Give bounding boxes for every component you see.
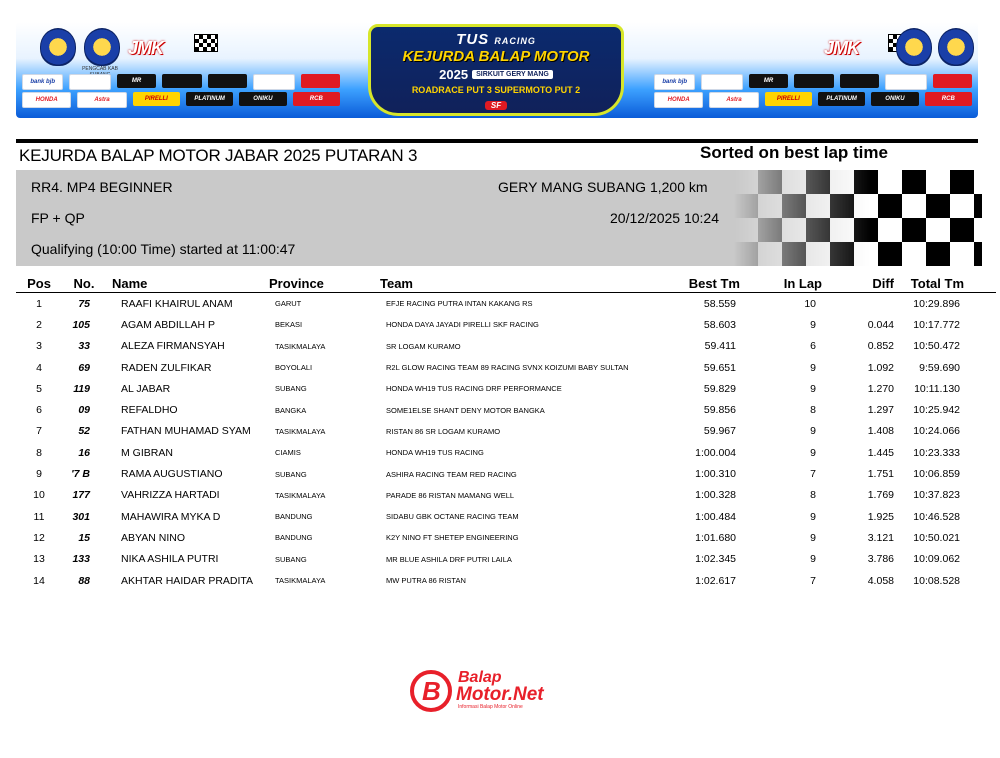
badge-year: 2025 [439, 67, 469, 82]
table-row [16, 442, 996, 463]
sponsor-logo: Astra [709, 92, 758, 108]
cell-name: AGAM ABDILLAH P [121, 318, 215, 331]
badge-circuit: SIRKUIT GERY MANG [472, 70, 553, 79]
cell-number: 52 [78, 425, 90, 438]
cell-best-time: 1:02.345 [695, 553, 736, 566]
checkered-flag-pattern [734, 170, 982, 266]
cell-best-time: 59.651 [703, 361, 736, 374]
sponsor-logo [840, 74, 879, 88]
watermark-line2: Motor.Net [456, 684, 544, 705]
kejurda-badge [368, 24, 624, 116]
cell-total-time: 10:46.528 [913, 510, 960, 523]
cell-best-time: 1:00.310 [695, 468, 736, 481]
cell-team: HONDA DAYA JAYADI PIRELLI SKF RACING [386, 320, 539, 330]
table-row [16, 314, 996, 335]
cell-pos: 4 [36, 361, 42, 374]
cell-pos: 14 [33, 574, 45, 587]
cell-team: SR LOGAM KURAMO [386, 341, 461, 351]
cell-pos: 13 [33, 553, 45, 566]
cell-team: SOME1ELSE SHANT DENY MOTOR BANGKA [386, 405, 545, 415]
table-row [16, 527, 996, 548]
cell-name: ALEZA FIRMANSYAH [121, 340, 225, 353]
cell-total-time: 10:23.333 [913, 446, 960, 459]
sponsor-logo [162, 74, 201, 88]
results-table [16, 274, 996, 591]
cell-province: SUBANG [275, 554, 307, 564]
sponsor-logo: HONDA [22, 92, 71, 108]
cell-best-time: 59.967 [703, 425, 736, 438]
cell-in-lap: 8 [810, 404, 816, 417]
col-team: Team [372, 274, 686, 293]
table-row [16, 549, 996, 570]
cell-total-time: 10:29.896 [913, 297, 960, 310]
table-row [16, 357, 996, 378]
cell-number: 105 [72, 318, 90, 331]
cell-name: M GIBRAN [121, 446, 173, 459]
cell-total-time: 10:25.942 [913, 404, 960, 417]
cell-name: NIKA ASHILA PUTRI [121, 553, 219, 566]
cell-name: RAAFI KHAIRUL ANAM [121, 297, 233, 310]
cell-diff: 0.044 [867, 318, 894, 331]
cell-best-time: 1:00.484 [695, 510, 736, 523]
cell-diff [844, 293, 900, 315]
table-row [16, 570, 996, 591]
cell-province: SUBANG [275, 469, 307, 479]
cell-team: MW PUTRA 86 RISTAN [386, 576, 466, 585]
imi-crest-icon [40, 28, 76, 66]
sponsor-logo: ONIKU [871, 92, 918, 106]
cell-team: SIDABU GBK OCTANE RACING TEAM [386, 512, 519, 522]
cell-in-lap: 10 [804, 297, 816, 310]
event-banner [16, 22, 978, 118]
cell-pos: 5 [36, 382, 42, 395]
col-province: Province [267, 274, 372, 293]
cell-diff: 1.092 [867, 361, 894, 374]
cell-best-time: 59.829 [703, 382, 736, 395]
cell-in-lap: 7 [810, 468, 816, 481]
cell-in-lap: 9 [810, 510, 816, 523]
cell-total-time: 10:50.472 [913, 340, 960, 353]
imi-crest-icon [938, 28, 974, 66]
cell-in-lap: 6 [810, 340, 816, 353]
cell-total-time: 10:50.021 [913, 531, 960, 544]
sponsor-logo: bank bjb [22, 74, 63, 90]
cell-province: TASIKMALAYA [275, 341, 326, 351]
cell-team: ASHIRA RACING TEAM RED RACING [386, 469, 517, 479]
cell-name: MAHAWIRA MYKA D [121, 510, 221, 523]
cell-in-lap: 9 [810, 361, 816, 374]
cell-in-lap: 8 [810, 489, 816, 502]
cell-province: BEKASI [275, 320, 303, 330]
cell-province: BANDUNG [275, 512, 313, 522]
cell-province: SUBANG [275, 384, 307, 394]
cell-team: MR BLUE ASHILA DRF PUTRI LAILA [386, 554, 512, 564]
cell-team: HONDA WH19 TUS RACING DRF PERFORMANCE [386, 384, 562, 394]
cell-number: 133 [72, 553, 90, 566]
cell-pos: 10 [33, 489, 45, 502]
cell-name: RAMA AUGUSTIANO [121, 468, 223, 481]
badge-sf-logo: SF [485, 101, 507, 110]
cell-province: GARUT [275, 299, 302, 309]
cell-best-time: 1:02.617 [695, 574, 736, 587]
cell-total-time: 10:11.130 [914, 382, 960, 395]
session-type: FP + QP [31, 210, 85, 226]
cell-in-lap: 9 [810, 425, 816, 438]
sponsor-row [22, 74, 340, 88]
cell-province: TASIKMALAYA [275, 490, 326, 500]
sponsor-logo [933, 74, 972, 88]
cell-diff: 1.445 [867, 446, 894, 459]
table-row [16, 336, 996, 357]
cell-number: 88 [78, 574, 90, 587]
col-total-time: Total Tm [900, 274, 996, 293]
cell-name: ABYAN NINO [121, 531, 185, 544]
cell-diff: 0.852 [867, 340, 894, 353]
cell-team: RISTAN 86 SR LOGAM KURAMO [386, 426, 501, 436]
badge-series: TUS [456, 31, 490, 48]
sponsor-row [654, 92, 972, 106]
sponsor-logo [208, 74, 247, 88]
cell-team: R2L GLOW RACING TEAM 89 RACING SVNX KOIZUMI BABY SULTAN [386, 363, 629, 373]
cell-total-time: 9:59.690 [919, 361, 960, 374]
cell-diff: 3.121 [867, 531, 894, 544]
badge-title: KEJURDA BALAP MOTOR [402, 48, 590, 65]
sponsor-logo: MR [749, 74, 788, 88]
cell-name: REFALDHO [121, 404, 178, 417]
cell-pos: 3 [36, 340, 42, 353]
cell-pos: 2 [36, 318, 42, 331]
sponsor-logo: ONIKU [239, 92, 286, 106]
cell-number: '7 B [71, 468, 90, 481]
cell-number: 33 [78, 340, 90, 353]
race-class: RR4. MP4 BEGINNER [31, 179, 173, 195]
cell-diff: 1.925 [867, 510, 894, 523]
cell-in-lap: 9 [810, 531, 816, 544]
cell-province: CIAMIS [275, 448, 301, 458]
jmk-logo: JMK [128, 38, 164, 58]
cell-total-time: 10:08.528 [913, 574, 960, 587]
cell-best-time: 1:01.680 [695, 531, 736, 544]
cell-diff: 1.297 [867, 404, 894, 417]
cell-pos: 12 [33, 531, 45, 544]
cell-name: FATHAN MUHAMAD SYAM [121, 425, 251, 438]
cell-in-lap: 9 [810, 382, 816, 395]
sponsor-logo: HONDA [654, 92, 703, 108]
jmk-logo: JMK [824, 38, 860, 58]
cell-pos: 11 [33, 510, 45, 523]
page-title: KEJURDA BALAP MOTOR JABAR 2025 PUTARAN 3 [19, 146, 418, 165]
banner-right-logos [648, 22, 978, 118]
cell-pos: 7 [36, 425, 42, 438]
cell-number: 301 [72, 510, 90, 523]
sponsor-logo [794, 74, 833, 88]
cell-in-lap: 9 [810, 553, 816, 566]
col-in-lap: In Lap [770, 274, 844, 293]
cell-total-time: 10:17.772 [913, 318, 960, 331]
sponsor-logo [69, 74, 110, 90]
cell-number: 177 [72, 489, 90, 502]
cell-best-time: 58.603 [703, 318, 736, 331]
session-info-panel [16, 170, 982, 266]
cell-name: AL JABAR [121, 382, 171, 395]
qualifying-info: Qualifying (10:00 Time) started at 11:00:47 [31, 241, 296, 257]
cell-diff: 4.058 [867, 574, 894, 587]
col-no: No. [62, 274, 110, 293]
cell-name: AKHTAR HAIDAR PRADITA [121, 574, 254, 587]
cell-province: TASIKMALAYA [275, 576, 326, 585]
table-row [16, 506, 996, 527]
cell-name: RADEN ZULFIKAR [121, 361, 212, 374]
sponsor-logo [301, 74, 340, 88]
table-row [16, 293, 996, 315]
cell-in-lap: 7 [810, 574, 816, 587]
cell-total-time: 10:37.823 [913, 489, 960, 502]
cell-pos: 6 [36, 404, 42, 417]
sponsor-logo: Astra [77, 92, 126, 108]
cell-province: BANGKA [275, 405, 307, 415]
cell-diff: 3.786 [867, 553, 894, 566]
cell-number: 09 [78, 404, 90, 417]
col-best-time: Best Tm [686, 274, 770, 293]
imi-crest-icon [84, 28, 120, 66]
balapmotor-watermark [408, 668, 578, 714]
cell-team: K2Y NINO FT SHETEP ENGINEERING [386, 533, 519, 543]
watermark-line1: Balap [458, 669, 502, 686]
banner-left-logos [16, 22, 346, 118]
session-datetime: 20/12/2025 10:24 [610, 210, 719, 226]
cell-total-time: 10:24.066 [913, 425, 960, 438]
col-pos: Pos [16, 274, 62, 293]
sponsor-logo: PLATINUM [818, 92, 865, 106]
sponsor-logo [701, 74, 742, 90]
balapmotor-logo-icon: B [410, 670, 452, 712]
cell-name: VAHRIZZA HARTADI [121, 489, 220, 502]
sponsor-logo [885, 74, 926, 90]
checkered-flag-icon [194, 34, 218, 52]
sort-label: Sorted on best lap time [700, 143, 888, 162]
badge-series-suffix: RACING [494, 36, 536, 46]
sponsor-logo: MR [117, 74, 156, 88]
cell-number: 119 [73, 382, 90, 395]
cell-best-time: 58.559 [703, 297, 736, 310]
venue: GERY MANG SUBANG 1,200 km [498, 179, 708, 195]
sponsor-row [654, 74, 972, 88]
sponsor-logo: PLATINUM [186, 92, 233, 106]
cell-best-time: 59.411 [704, 340, 736, 353]
sponsor-logo [253, 74, 294, 90]
cell-diff: 1.751 [867, 468, 894, 481]
col-name: Name [110, 274, 267, 293]
cell-pos: 9 [36, 468, 42, 481]
table-row [16, 399, 996, 420]
cell-diff: 1.270 [867, 382, 894, 395]
cell-number: 15 [78, 531, 90, 544]
cell-team: PARADE 86 RISTAN MAMANG WELL [386, 490, 515, 500]
sponsor-row [22, 92, 340, 106]
badge-rounds: ROADRACE PUT 3 SUPERMOTO PUT 2 [411, 85, 581, 95]
cell-diff: 1.408 [867, 425, 894, 438]
cell-total-time: 10:06.859 [913, 468, 960, 481]
table-row [16, 485, 996, 506]
cell-province: TASIKMALAYA [275, 426, 326, 436]
cell-number: 75 [78, 297, 90, 310]
sponsor-logo: PIRELLI [765, 92, 812, 106]
cell-number: 69 [78, 361, 90, 374]
table-row [16, 421, 996, 442]
cell-in-lap: 9 [810, 446, 816, 459]
sponsor-logo: bank bjb [654, 74, 695, 90]
cell-pos: 8 [36, 446, 42, 459]
sponsor-logo: RCB [925, 92, 972, 106]
table-header-row [16, 274, 996, 293]
cell-best-time: 1:00.004 [695, 446, 736, 459]
crest-caption: PENGCAB KAB [82, 66, 118, 72]
table-row [16, 463, 996, 484]
cell-best-time: 59.856 [703, 404, 736, 417]
sponsor-logo: RCB [293, 92, 340, 106]
cell-province: BOYOLALI [275, 363, 313, 373]
cell-diff: 1.769 [867, 489, 894, 502]
cell-team: EFJE RACING PUTRA INTAN KAKANG RS [386, 299, 533, 309]
cell-best-time: 1:00.328 [695, 489, 736, 502]
imi-crest-icon [896, 28, 932, 66]
cell-team: HONDA WH19 TUS RACING [386, 448, 484, 458]
watermark-line3: Informasi Balap Motor Online [458, 704, 523, 710]
cell-province: BANDUNG [275, 533, 313, 543]
col-diff: Diff [844, 274, 900, 293]
cell-total-time: 10:09.062 [913, 553, 960, 566]
cell-in-lap: 9 [810, 318, 816, 331]
cell-number: 16 [78, 446, 90, 459]
sponsor-logo: PIRELLI [133, 92, 180, 106]
cell-pos: 1 [36, 297, 42, 310]
table-row [16, 378, 996, 399]
